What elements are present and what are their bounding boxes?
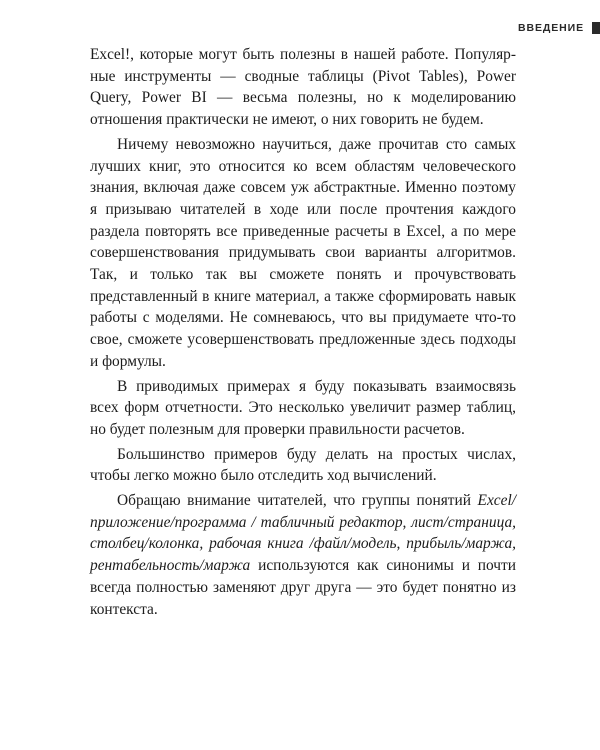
paragraph-2: Ничему невозможно научиться, даже прочитав сто самых лучших книг, это относится ко всем областям человеческого знания, включая даже совсем уж абстрактные. Именно поэтому я призываю читателей в ходе или после прочтения каждого раздела повторять все приведенные расчеты в Excel, а по мере совершенствования придумывать свои варианты алгоритмов. Так, и только так вы сможете понять и прочувствовать представленный в книге материал, а также сформировать навык работы с моделями. Не сомневаюсь, что вы придумаете что-то свое, сможете усовершенствовать предложенные здесь подходы и формулы.: [90, 135, 516, 370]
paragraph-3: В приводимых примерах я буду показывать взаимосвязь всех форм отчетности. Это несколько увеличит размер таблиц, но будет полезным для проверки правильности расчетов.: [90, 377, 516, 438]
paragraph-5-outro: используются как синонимы и почти всегда полностью заменяют друг друга — это будет понятно из контекста.: [90, 557, 516, 618]
paragraph-5-intro: Обращаю внимание читателей, что группы понятий: [117, 492, 478, 510]
section-title: ВВЕДЕНИЕ: [518, 22, 584, 34]
body-text: [90, 44, 516, 620]
running-header: [518, 22, 600, 34]
paragraph-5: [90, 490, 516, 620]
paragraph-5-terms: Excel/приложение/программа / табличный редактор, лист/страница, столбец/колонка, рабочая книга /файл/модель, прибыль/маржа, рентабельность/маржа: [90, 492, 516, 575]
header-marker-bar: [592, 22, 600, 34]
paragraph-1: Excel!, которые могут быть полезны в нашей работе. Популярные инструменты — сводные таблицы (Pivot Tables), Power Query, Power BI — весьма полезны, но к моделированию отношения практически не имеют, о них говорить не будем.: [90, 46, 516, 129]
paragraph-4: Большинство примеров буду делать на простых числах, чтобы легко можно было отследить ход вычислений.: [90, 445, 516, 485]
